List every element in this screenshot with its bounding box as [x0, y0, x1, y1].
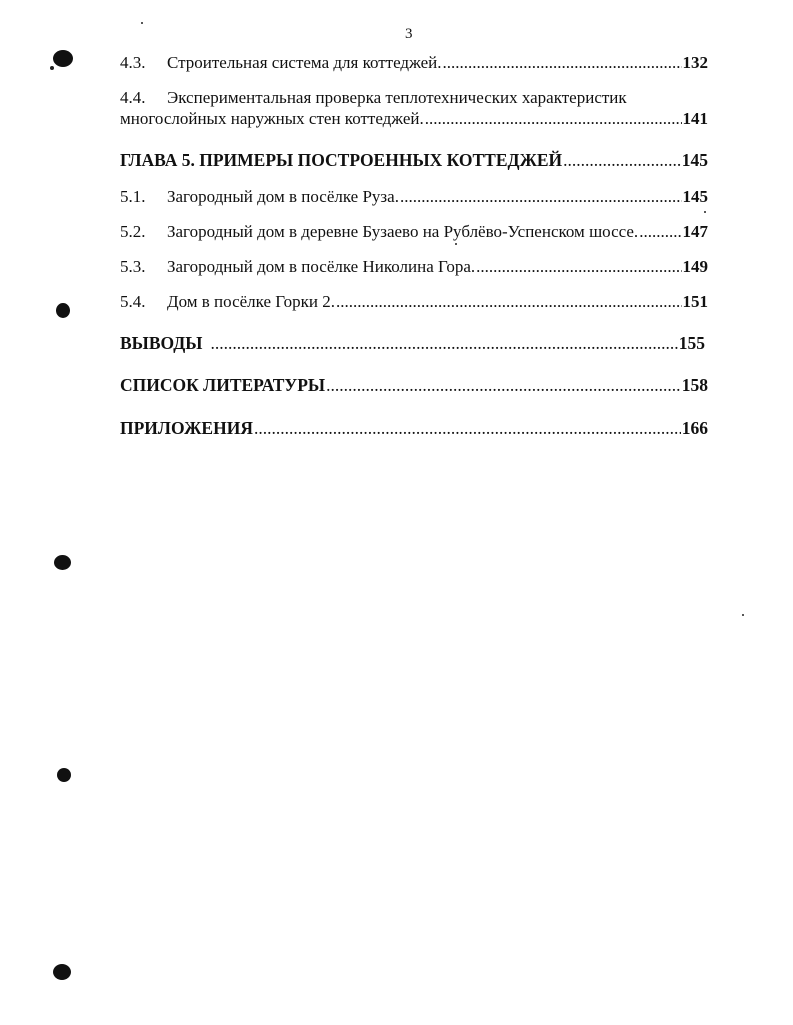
- punch-hole-mark: [56, 303, 70, 318]
- toc-entry-title: Загородный дом в посёлке Руза.: [167, 187, 399, 206]
- punch-hole-mark: [53, 50, 73, 67]
- toc-chapter-5[interactable]: [120, 150, 708, 171]
- punch-hole-mark: [57, 768, 71, 782]
- scan-speck: [742, 614, 744, 616]
- toc-references[interactable]: [120, 375, 708, 396]
- page-number: 3: [405, 26, 413, 42]
- toc-entry-page: 149: [682, 257, 708, 276]
- scan-speck: [455, 243, 457, 245]
- toc-entry-number: 5.1.: [120, 187, 146, 206]
- dot-leader: [254, 418, 681, 439]
- toc-entry-number: 5.2.: [120, 222, 146, 241]
- toc-entry-title: Дом в посёлке Горки 2.: [167, 292, 335, 311]
- toc-entry-page: 151: [682, 292, 708, 311]
- toc-chapter-title: СПИСОК ЛИТЕРАТУРЫ: [120, 375, 326, 395]
- dot-leader: [400, 186, 682, 207]
- dot-leader: [476, 256, 681, 277]
- dot-leader: [211, 333, 678, 354]
- toc-chapter-title: ПРИЛОЖЕНИЯ: [120, 418, 253, 438]
- dot-leader: [639, 221, 681, 242]
- toc-entry-number: 5.4.: [120, 292, 146, 311]
- toc-appendices[interactable]: [120, 418, 708, 439]
- toc-entry-page: 145: [681, 150, 708, 170]
- toc-entry-5-2[interactable]: [120, 221, 708, 242]
- punch-hole-mark: [54, 555, 71, 570]
- toc-entry-title: Строительная система для коттеджей.: [167, 53, 442, 72]
- toc-entry-page: 155: [678, 333, 705, 353]
- dot-leader: [563, 150, 681, 171]
- scan-speck: [50, 66, 54, 70]
- toc-conclusions[interactable]: [120, 333, 705, 354]
- toc-entry-5-3[interactable]: [120, 256, 708, 277]
- toc-entry-number: 5.3.: [120, 257, 146, 276]
- punch-hole-mark: [53, 964, 71, 980]
- toc-entry-page: 141: [682, 109, 708, 128]
- toc-entry-page: 158: [681, 375, 708, 395]
- dot-leader: [326, 375, 681, 396]
- toc-entry-4-3[interactable]: [120, 52, 708, 73]
- dot-leader: [425, 108, 682, 129]
- toc-entry-number: 4.4.: [120, 88, 146, 107]
- toc-entry-4-4[interactable]: [120, 87, 708, 129]
- toc-entry-title-line2: многослойных наружных стен коттеджей.: [120, 109, 424, 128]
- toc-entry-page: 145: [682, 187, 708, 206]
- toc-entry-5-1[interactable]: [120, 186, 708, 207]
- toc-entry-page: 166: [681, 418, 708, 438]
- scan-speck: [704, 211, 706, 213]
- toc-entry-title: Загородный дом в деревне Бузаево на Рублёво-Успенском шоссе.: [167, 222, 639, 241]
- toc-entry-page: 132: [682, 53, 708, 72]
- toc-entry-page: 147: [682, 222, 708, 241]
- toc-entry-5-4[interactable]: [120, 291, 708, 312]
- toc-chapter-title: ГЛАВА 5. ПРИМЕРЫ ПОСТРОЕННЫХ КОТТЕДЖЕЙ: [120, 150, 563, 170]
- toc-entry-number: 4.3.: [120, 53, 146, 72]
- scan-speck: [141, 22, 143, 24]
- toc-chapter-title: ВЫВОДЫ: [120, 333, 203, 353]
- toc-entry-title-line1: Экспериментальная проверка теплотехнических характеристик: [167, 88, 627, 107]
- dot-leader: [443, 52, 682, 73]
- dot-leader: [336, 291, 682, 312]
- toc-entry-title: Загородный дом в посёлке Николина Гора.: [167, 257, 476, 276]
